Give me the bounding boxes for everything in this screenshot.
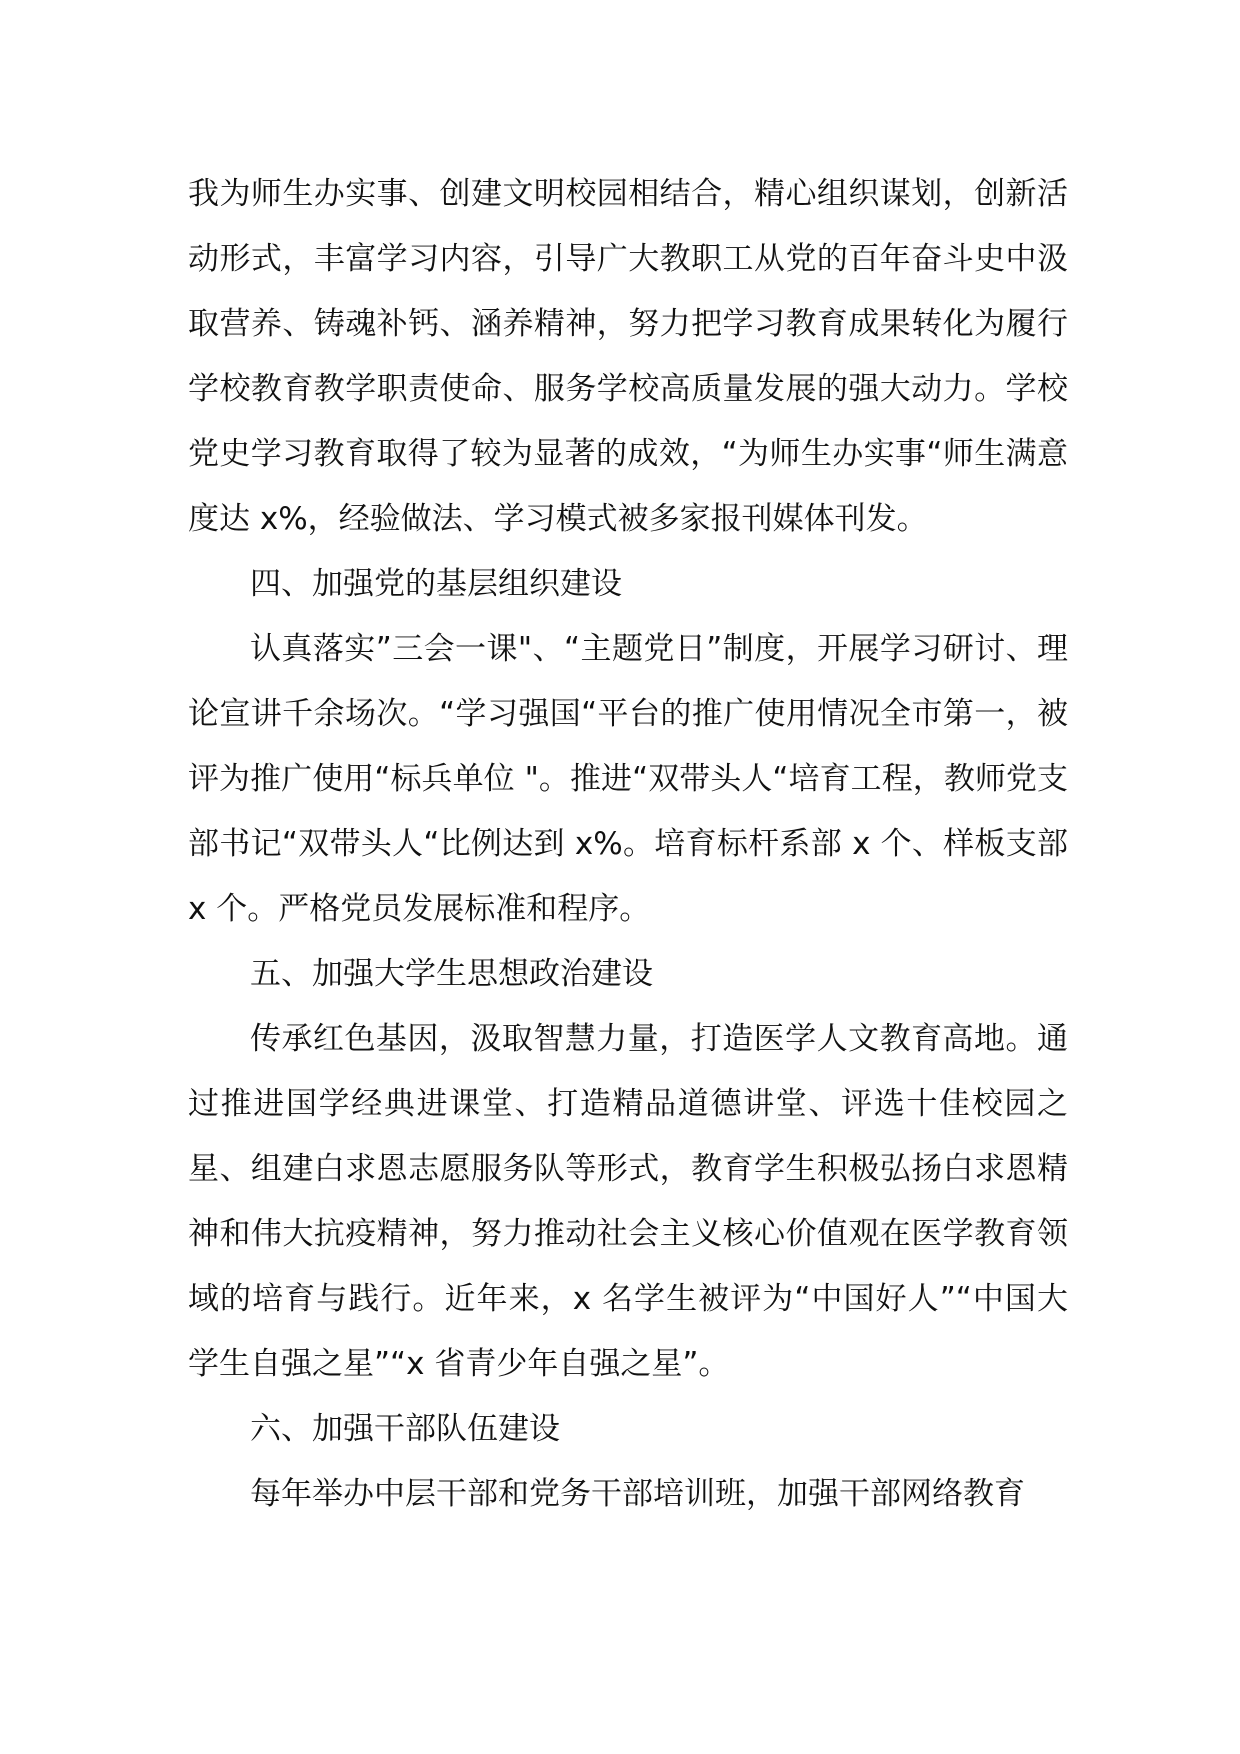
section-heading-4: 四、加强党的基层组织建设 [250,566,622,602]
document-body [188,162,1068,1527]
section-heading-5: 五、加强大学生思想政治建设 [250,956,653,992]
section-heading-6: 六、加强干部队伍建设 [250,1411,560,1447]
paragraph-student-ideology: 传承红色基因，汲取智慧力量，打造医学人文教育高地。通过推进国学经典进课堂、打造精品道德讲堂、评选十佳校园之星、组建白求恩志愿服务队等形式，教育学生积极弘扬白求恩精神和伟大抗疫精神，努力推动社会主义核心价值观在医学教育领域的培育与践行。近年来，x 名学生被评为“中国好人”“中国大学生自强之星”“x 省青少年自强之星”。 [188,1021,1068,1382]
paragraph-grassroots-organization: 认真落实”三会一课"、“主题党日”制度，开展学习研讨、理论宣讲千余场次。“学习强国“平台的推广使用情况全市第一，被评为推广使用“标兵单位 "。推进“双带头人“培育工程，教师党支部书记“双带头人“比例达到 x%。培育标杆系部 x 个、样板支部 x 个。严格党员发展标准和程序。 [188,631,1068,927]
paragraph-intro-continued: 我为师生办实事、创建文明校园相结合，精心组织谋划，创新活动形式，丰富学习内容，引导广大教职工从党的百年奋斗史中汲取营养、铸魂补钙、涵养精神，努力把学习教育成果转化为履行学校教育教学职责使命、服务学校高质量发展的强大动力。学校党史学习教育取得了较为显著的成效，“为师生办实事“师生满意度达 x%，经验做法、学习模式被多家报刊媒体刊发。 [188,176,1068,537]
paragraph-cadre-training: 每年举办中层干部和党务干部培训班，加强干部网络教育 [250,1476,1025,1512]
